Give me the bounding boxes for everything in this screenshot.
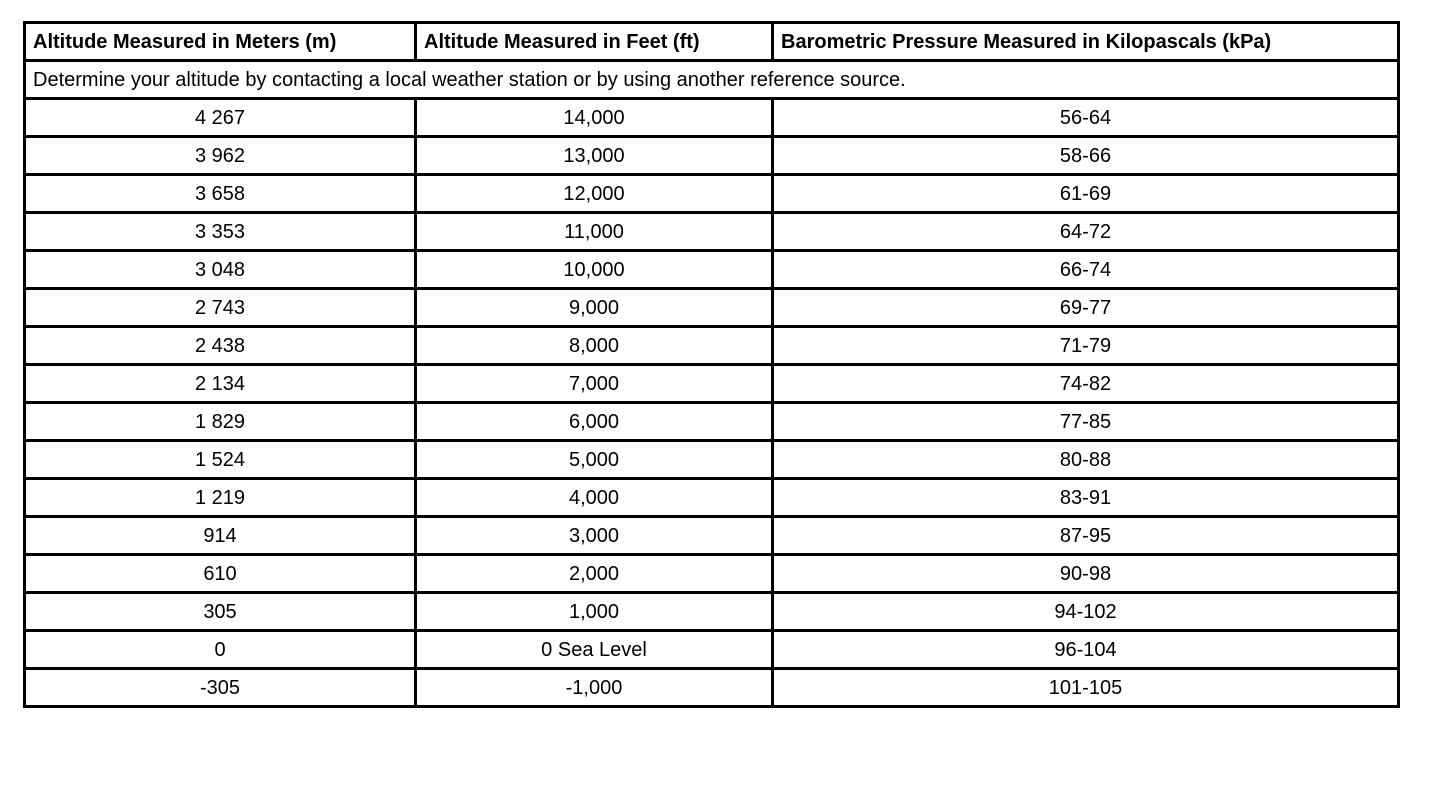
altitude-pressure-table (23, 21, 1400, 708)
cell-meters: 914 (25, 517, 416, 555)
cell-feet: 3,000 (416, 517, 773, 555)
cell-feet: 12,000 (416, 175, 773, 213)
table-row (25, 365, 1399, 403)
cell-pressure: 83-91 (773, 479, 1399, 517)
cell-pressure: 58-66 (773, 137, 1399, 175)
cell-pressure: 94-102 (773, 593, 1399, 631)
cell-pressure: 71-79 (773, 327, 1399, 365)
cell-pressure: 101-105 (773, 669, 1399, 707)
cell-meters: 3 658 (25, 175, 416, 213)
cell-pressure: 77-85 (773, 403, 1399, 441)
table-row (25, 213, 1399, 251)
cell-meters: -305 (25, 669, 416, 707)
cell-feet: 9,000 (416, 289, 773, 327)
header-row (25, 23, 1399, 61)
cell-feet: 0 Sea Level (416, 631, 773, 669)
cell-pressure: 61-69 (773, 175, 1399, 213)
cell-meters: 1 829 (25, 403, 416, 441)
cell-pressure: 96-104 (773, 631, 1399, 669)
cell-feet: 14,000 (416, 99, 773, 137)
cell-meters: 2 438 (25, 327, 416, 365)
cell-pressure: 56-64 (773, 99, 1399, 137)
cell-feet: 2,000 (416, 555, 773, 593)
cell-pressure: 80-88 (773, 441, 1399, 479)
cell-meters: 0 (25, 631, 416, 669)
cell-meters: 1 219 (25, 479, 416, 517)
cell-meters: 4 267 (25, 99, 416, 137)
cell-feet: 8,000 (416, 327, 773, 365)
cell-feet: -1,000 (416, 669, 773, 707)
note-row (25, 61, 1399, 99)
table-row (25, 479, 1399, 517)
table-row (25, 327, 1399, 365)
table-body (25, 61, 1399, 707)
cell-meters: 2 134 (25, 365, 416, 403)
cell-meters: 3 353 (25, 213, 416, 251)
cell-feet: 13,000 (416, 137, 773, 175)
cell-pressure: 66-74 (773, 251, 1399, 289)
table-row (25, 517, 1399, 555)
header-feet: Altitude Measured in Feet (ft) (416, 23, 773, 61)
header-meters: Altitude Measured in Meters (m) (25, 23, 416, 61)
table-row (25, 175, 1399, 213)
table-row (25, 593, 1399, 631)
cell-feet: 10,000 (416, 251, 773, 289)
table-row (25, 403, 1399, 441)
cell-feet: 1,000 (416, 593, 773, 631)
cell-feet: 11,000 (416, 213, 773, 251)
cell-pressure: 87-95 (773, 517, 1399, 555)
cell-pressure: 74-82 (773, 365, 1399, 403)
note-text: Determine your altitude by contacting a local weather station or by using another reference source. (25, 61, 1399, 99)
cell-meters: 610 (25, 555, 416, 593)
table-row (25, 631, 1399, 669)
table-row (25, 251, 1399, 289)
table-row (25, 99, 1399, 137)
cell-feet: 6,000 (416, 403, 773, 441)
cell-meters: 3 962 (25, 137, 416, 175)
table-row (25, 137, 1399, 175)
cell-feet: 7,000 (416, 365, 773, 403)
cell-pressure: 69-77 (773, 289, 1399, 327)
header-pressure: Barometric Pressure Measured in Kilopascals (kPa) (773, 23, 1399, 61)
cell-feet: 5,000 (416, 441, 773, 479)
table-row (25, 555, 1399, 593)
cell-meters: 305 (25, 593, 416, 631)
cell-meters: 1 524 (25, 441, 416, 479)
table-row (25, 289, 1399, 327)
table-row (25, 441, 1399, 479)
cell-pressure: 90-98 (773, 555, 1399, 593)
cell-pressure: 64-72 (773, 213, 1399, 251)
cell-feet: 4,000 (416, 479, 773, 517)
table-row (25, 669, 1399, 707)
cell-meters: 2 743 (25, 289, 416, 327)
cell-meters: 3 048 (25, 251, 416, 289)
